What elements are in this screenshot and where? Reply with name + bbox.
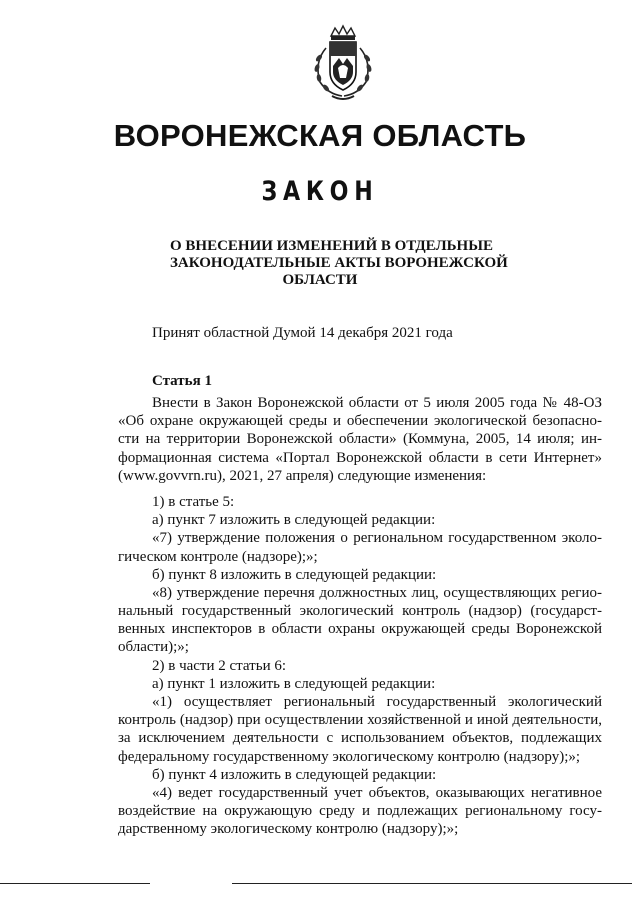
- list-item: нальный государственный экологический контроль (надзор) (государст-: [118, 603, 602, 620]
- document-type-heading: ЗАКОН: [261, 176, 379, 207]
- list-item: «1) осуществляет региональный государственный экологический: [152, 694, 602, 710]
- list-item: «7) утверждение положения о региональном государственном эколо-: [152, 530, 602, 547]
- list-item: федеральному государственному экологическому контролю (надзору);»;: [118, 748, 581, 765]
- adoption-date-line: Принят областной Думой 14 декабря 2021 года: [152, 325, 453, 341]
- list-item: области);»;: [118, 639, 189, 656]
- subject-line: ОБЛАСТИ: [282, 272, 358, 288]
- body-line: «Об охране окружающей среды и обеспечении экологической безопасно-: [118, 413, 602, 430]
- body-line: Внести в Закон Воронежской области от 5 июля 2005 года № 48-ОЗ: [152, 395, 602, 411]
- article-title: Статья 1: [152, 373, 212, 389]
- footer-rule: [232, 883, 632, 884]
- coat-of-arms-icon: [302, 22, 384, 104]
- region-heading: ВОРОНЕЖСКАЯ ОБЛАСТЬ: [113, 118, 527, 153]
- article-body: [118, 394, 602, 839]
- list-item: за исключением деятельности с использованием объектов, подлежащих: [118, 730, 602, 747]
- list-item: 2) в части 2 статьи 6:: [152, 657, 287, 674]
- list-item: дарственному экологическому контролю (надзору);»;: [118, 821, 459, 838]
- subject-line: О ВНЕСЕНИИ ИЗМЕНЕНИЙ В ОТДЕЛЬНЫЕ: [170, 238, 493, 254]
- list-item: «8) утверждение перечня должностных лиц, осуществляющих регио-: [152, 584, 602, 601]
- list-item: б) пункт 4 изложить в следующей редакции:: [152, 766, 437, 783]
- list-item: а) пункт 1 изложить в следующей редакции:: [152, 675, 436, 692]
- list-item: воздействие на окружающую среду и подлежащих региональному госу-: [118, 803, 602, 820]
- list-item: венных инспекторов в области охраны окружающей среды Воронежской: [118, 621, 602, 638]
- body-line: (www.govvrn.ru), 2021, 27 апреля) следующие изменения:: [118, 467, 487, 484]
- list-item: а) пункт 7 изложить в следующей редакции:: [152, 512, 436, 529]
- body-line: сти на территории Воронежской области» (Коммуна, 2005, 14 июля; ин-: [118, 431, 602, 448]
- list-item: контроль (надзор) при осуществлении хозяйственной и иной деятельности,: [118, 712, 602, 729]
- list-item: гическом контроле (надзоре);»;: [118, 548, 318, 565]
- list-item: «4) ведет государственный учет объектов, оказывающих негативное: [152, 784, 602, 801]
- body-line: формационная система «Портал Воронежской области в сети Интернет»: [118, 449, 602, 466]
- list-item: б) пункт 8 изложить в следующей редакции:: [152, 566, 437, 583]
- subject-line: ЗАКОНОДАТЕЛЬНЫЕ АКТЫ ВОРОНЕЖСКОЙ: [170, 255, 508, 271]
- list-item: 1) в статье 5:: [152, 493, 235, 510]
- footer-rule: [0, 883, 150, 884]
- law-subject-title: [170, 238, 508, 289]
